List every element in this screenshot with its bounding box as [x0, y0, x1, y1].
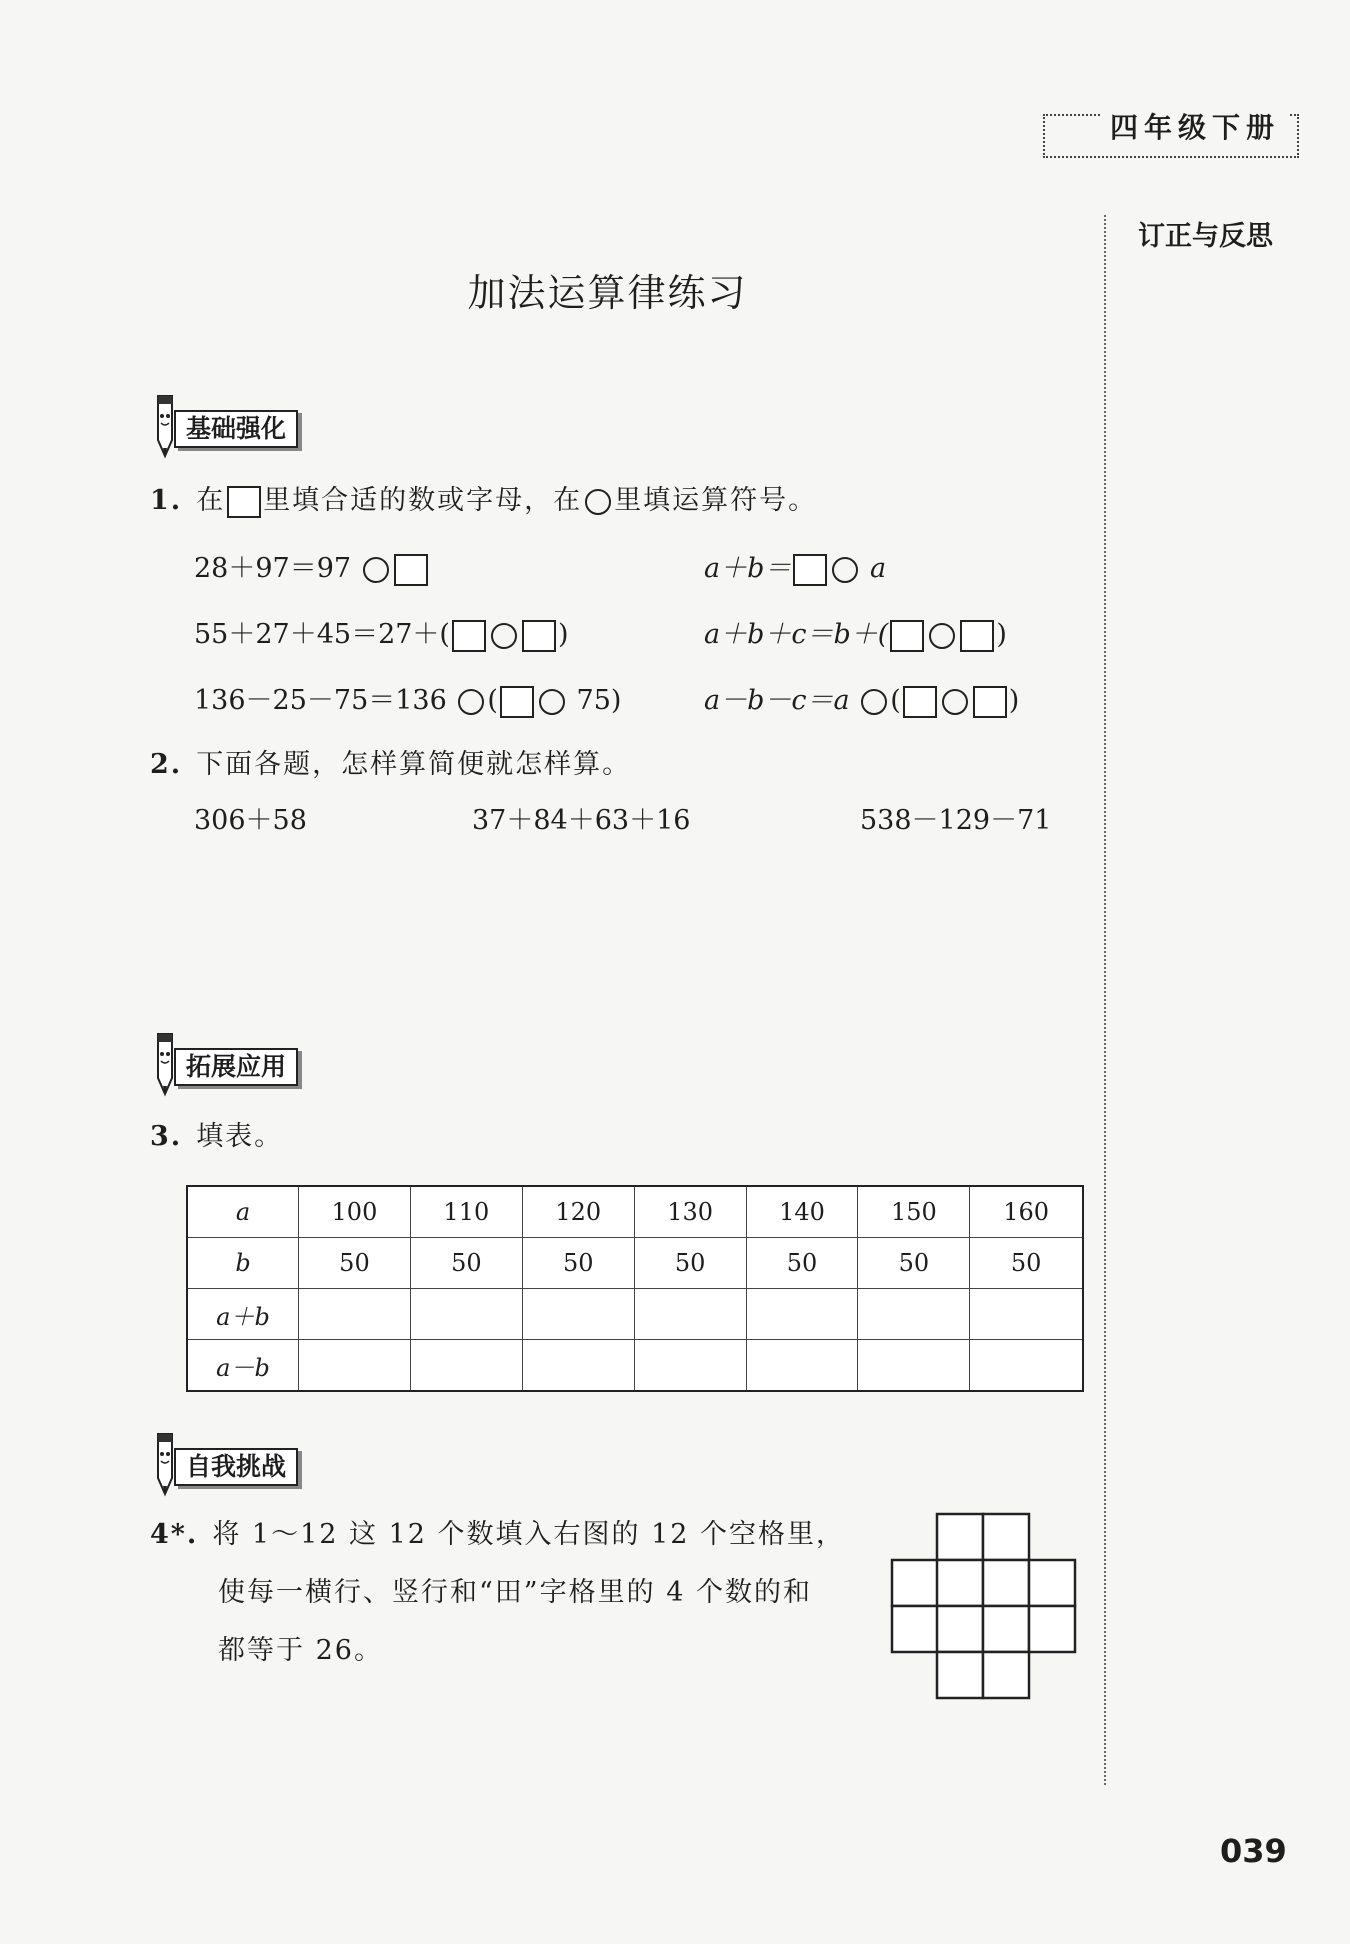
- q2-expr-2: 37＋84＋63＋16: [472, 805, 691, 836]
- table-row: [187, 1186, 1083, 1238]
- table-cell: 50: [522, 1238, 634, 1289]
- table-cell: 50: [410, 1238, 522, 1289]
- question-3-text: 3. 填表。: [150, 1121, 284, 1152]
- q2-expr-1: 306＋58: [194, 805, 307, 836]
- section-label: 基础强化: [174, 410, 298, 448]
- operator-circle[interactable]: [363, 557, 389, 583]
- answer-box[interactable]: [903, 686, 937, 718]
- answer-cell[interactable]: [299, 1340, 411, 1392]
- grid-cell[interactable]: [983, 1560, 1029, 1606]
- operator-circle[interactable]: [929, 623, 955, 649]
- table-cell: 140: [746, 1186, 858, 1238]
- operator-circle[interactable]: [491, 623, 517, 649]
- table-cell: 50: [299, 1238, 411, 1289]
- answer-cell[interactable]: [299, 1289, 411, 1340]
- grid-cell[interactable]: [937, 1606, 983, 1652]
- answer-box[interactable]: [500, 686, 534, 718]
- answer-cell[interactable]: [410, 1289, 522, 1340]
- table-row: [187, 1238, 1083, 1289]
- cross-grid: [890, 1512, 1078, 1700]
- grid-cell[interactable]: [1029, 1606, 1075, 1652]
- grid-cell[interactable]: [983, 1514, 1029, 1560]
- table-cell: 130: [634, 1186, 746, 1238]
- answer-cell[interactable]: [522, 1340, 634, 1392]
- table-cell: 120: [522, 1186, 634, 1238]
- answer-box[interactable]: [890, 620, 924, 652]
- table-row: [187, 1340, 1083, 1392]
- grid-cell[interactable]: [983, 1652, 1029, 1698]
- answer-box[interactable]: [452, 620, 486, 652]
- table-cell: 50: [970, 1238, 1083, 1289]
- row-label-a: a: [187, 1186, 299, 1238]
- question-4-line-2: 使每一横行、竖行和“田”字格里的 4 个数的和: [218, 1577, 812, 1608]
- table-cell: 150: [858, 1186, 970, 1238]
- answer-cell[interactable]: [410, 1340, 522, 1392]
- grid-cell[interactable]: [892, 1606, 938, 1652]
- answer-box[interactable]: [973, 686, 1007, 718]
- answer-box[interactable]: [793, 554, 827, 586]
- operator-circle: [539, 689, 565, 715]
- answer-cell[interactable]: [746, 1289, 858, 1340]
- operator-circle[interactable]: [861, 689, 887, 715]
- section-label: 自我挑战: [174, 1448, 298, 1486]
- operator-circle[interactable]: [942, 689, 968, 715]
- table-cell: 100: [299, 1186, 411, 1238]
- grid-cell[interactable]: [983, 1606, 1029, 1652]
- grid-cell[interactable]: [892, 1560, 938, 1606]
- answer-cell[interactable]: [970, 1340, 1083, 1392]
- operator-circle: [585, 489, 611, 515]
- question-4-line-1: 4*. 将 1～12 这 12 个数填入右图的 12 个空格里，: [150, 1519, 846, 1550]
- q1-expr-row3-right: a－b－c＝a ( ): [704, 685, 1020, 716]
- row-label-b: b: [187, 1238, 299, 1289]
- question-4-line-3: 都等于 26。: [218, 1635, 383, 1666]
- answer-cell[interactable]: [970, 1289, 1083, 1340]
- answer-box[interactable]: [394, 554, 428, 586]
- answer-box[interactable]: [522, 620, 556, 652]
- answer-cell[interactable]: [746, 1340, 858, 1392]
- q2-expr-3: 538－129－71: [860, 805, 1052, 836]
- operator-circle[interactable]: [832, 557, 858, 583]
- fill-table: [186, 1185, 1084, 1392]
- answer-box[interactable]: [960, 620, 994, 652]
- row-label-a-plus-b: a＋b: [187, 1289, 299, 1340]
- q1-expr-row1-left: 28＋97＝97: [194, 546, 430, 586]
- table-cell: 110: [410, 1186, 522, 1238]
- answer-cell[interactable]: [634, 1340, 746, 1392]
- side-title: 订正与反思: [1138, 221, 1273, 252]
- answer-cell[interactable]: [858, 1340, 970, 1392]
- grid-cell[interactable]: [937, 1560, 983, 1606]
- answer-cell[interactable]: [522, 1289, 634, 1340]
- page-title: 加法运算律练习: [467, 271, 748, 315]
- operator-circle[interactable]: [458, 689, 484, 715]
- grid-cell[interactable]: [937, 1652, 983, 1698]
- table-cell: 50: [634, 1238, 746, 1289]
- row-label-a-minus-b: a－b: [187, 1340, 299, 1392]
- grade-label: 四年级下册: [1100, 106, 1290, 146]
- table-cell: 160: [970, 1186, 1083, 1238]
- answer-cell[interactable]: [634, 1289, 746, 1340]
- q1-expr-row2-right: a＋b＋c＝b＋( ): [704, 619, 1007, 650]
- q1-expr-row2-left: 55＋27＋45＝27＋( ): [194, 619, 569, 650]
- grid-cell[interactable]: [1029, 1560, 1075, 1606]
- q1-expr-row3-left: 136－25－75＝136 ( 75): [194, 685, 622, 716]
- table-cell: 50: [746, 1238, 858, 1289]
- answer-cell[interactable]: [858, 1289, 970, 1340]
- answer-box: [227, 486, 261, 518]
- q1-expr-row1-right: a＋b＝ a: [704, 553, 887, 584]
- question-1-text: 1. 在 里填合适的数或字母，在 里填运算符号。: [150, 485, 818, 516]
- question-2-text: 2. 下面各题，怎样算简便就怎样算。: [150, 749, 632, 780]
- table-cell: 50: [858, 1238, 970, 1289]
- margin-divider: [1104, 215, 1106, 1785]
- grid-cell[interactable]: [937, 1514, 983, 1560]
- page-number: 039: [1220, 1832, 1287, 1870]
- section-label: 拓展应用: [174, 1048, 298, 1086]
- table-row: [187, 1289, 1083, 1340]
